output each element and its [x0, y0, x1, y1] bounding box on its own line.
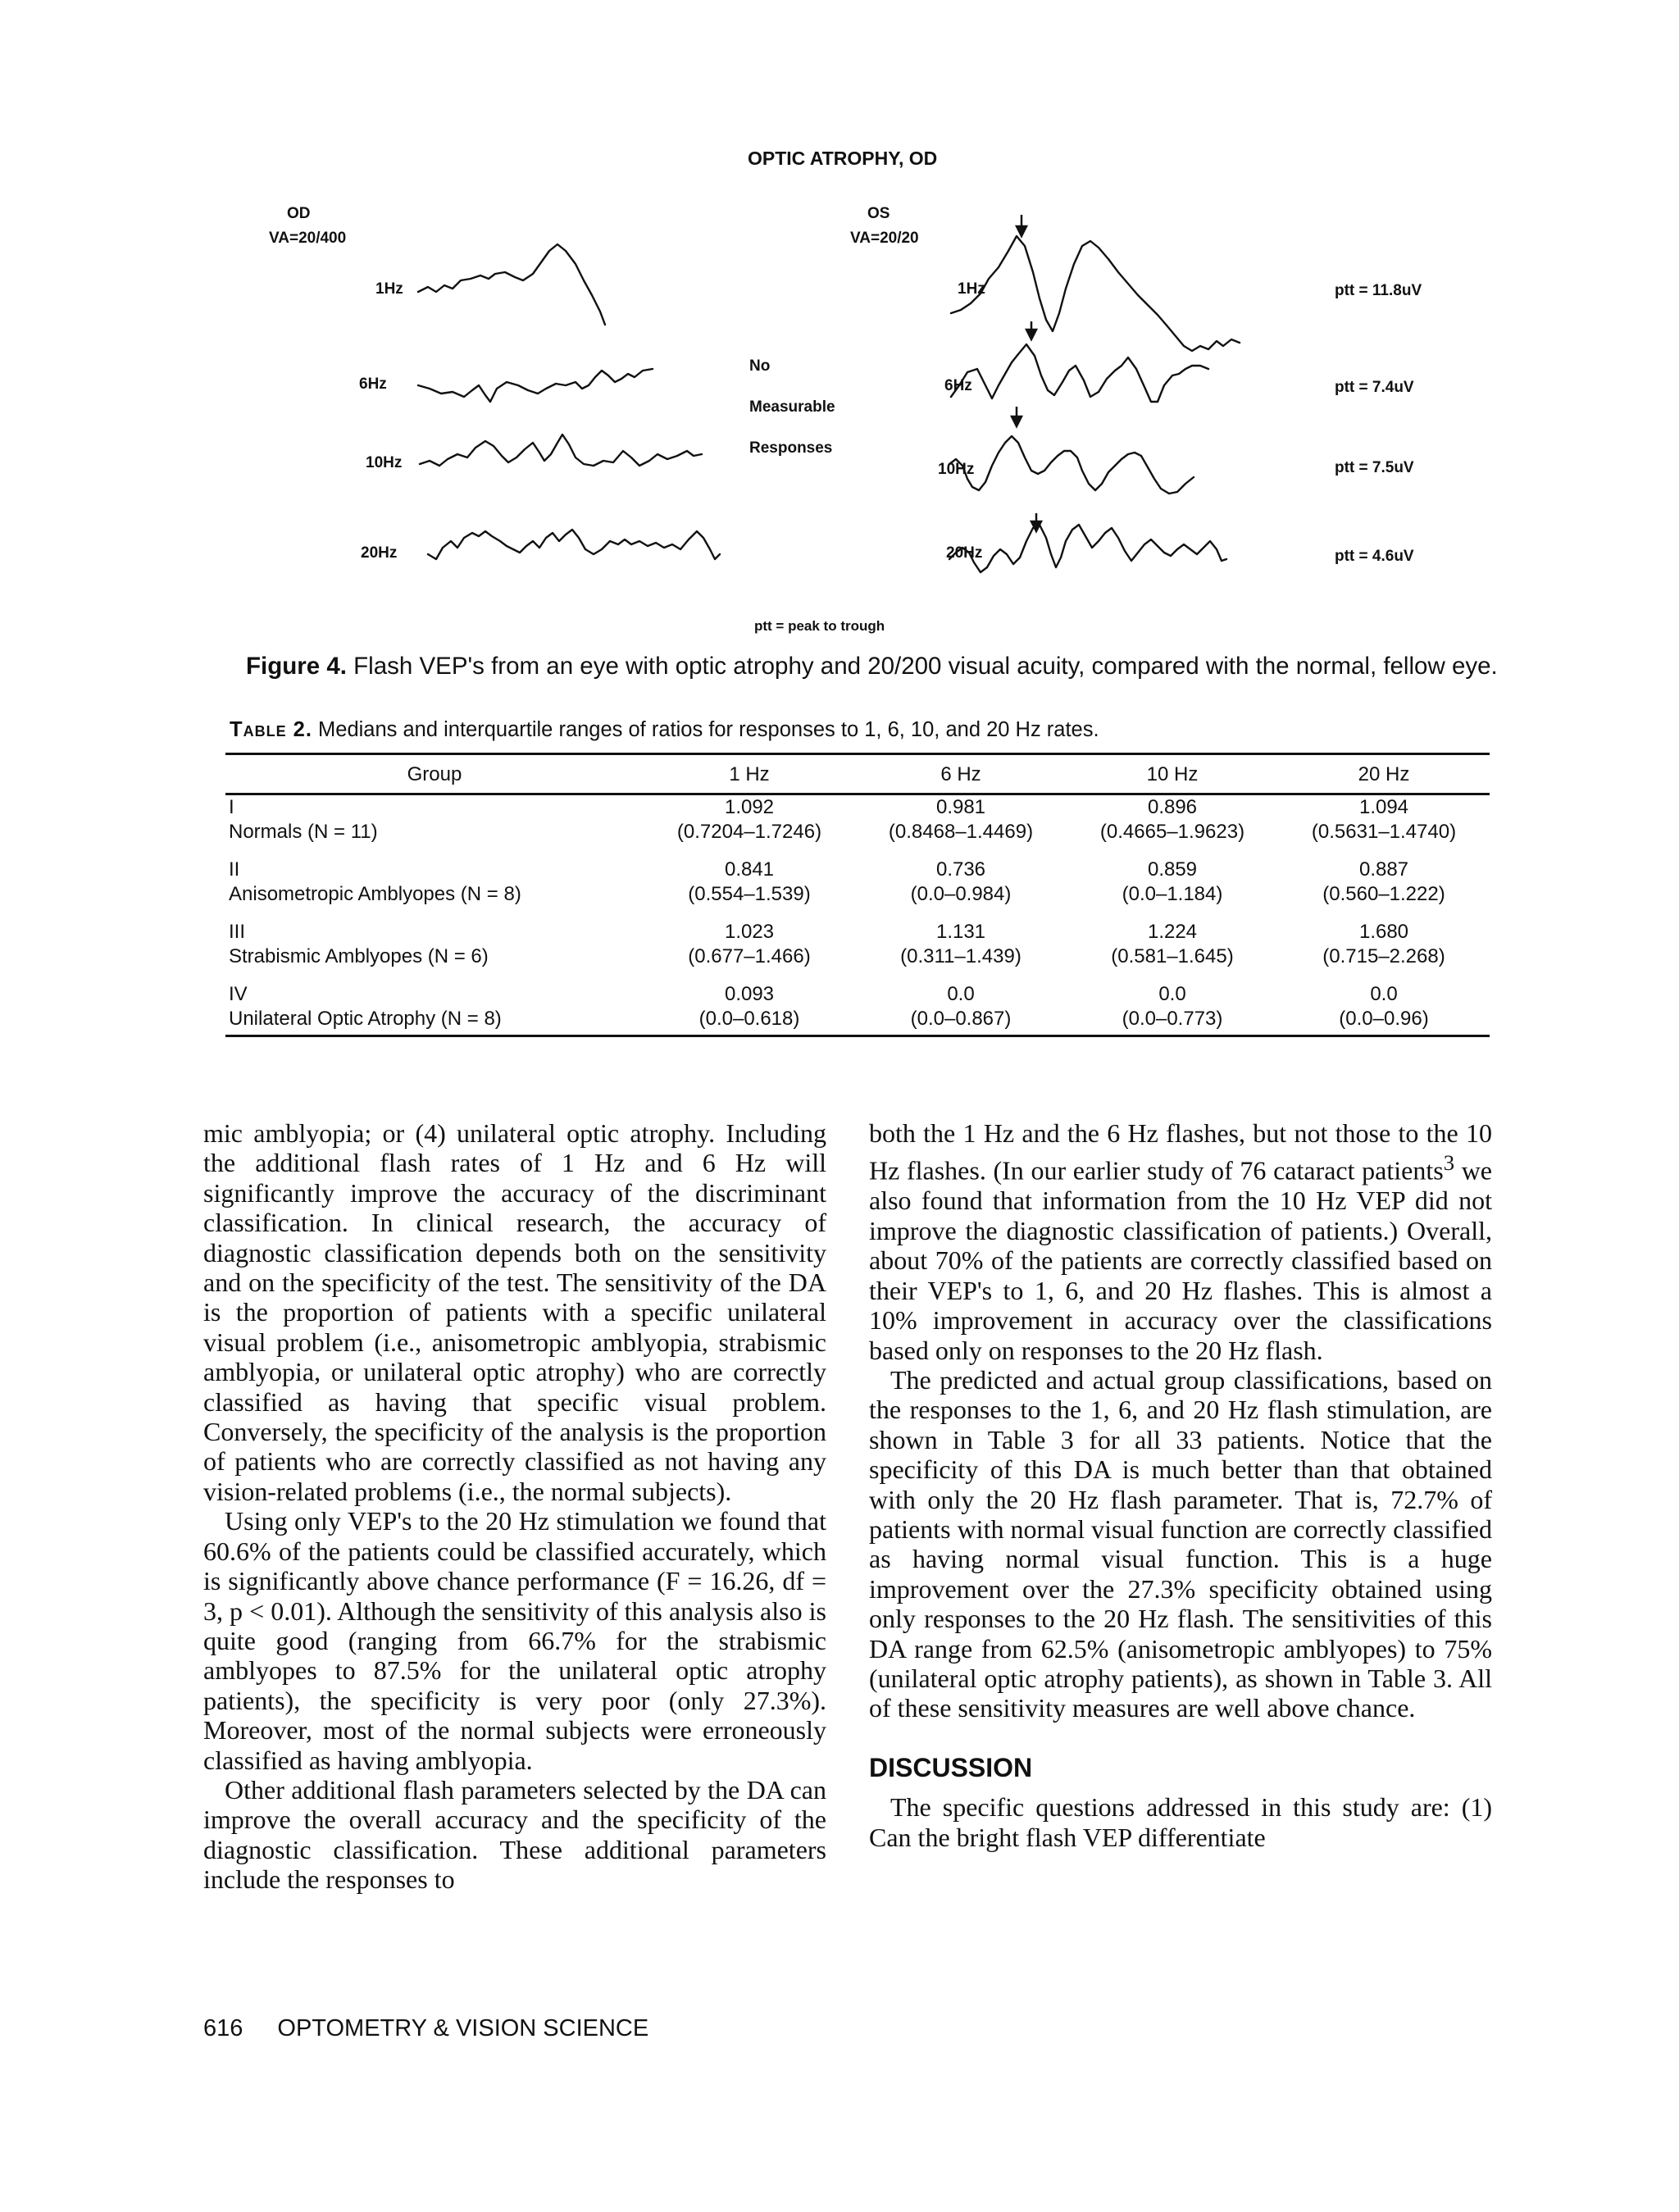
header-group: Group	[225, 754, 644, 794]
iqr-cell: (0.0–1.184)	[1122, 883, 1223, 905]
od-rate-10: 10Hz	[366, 454, 403, 471]
citation-superscript: 3	[1443, 1150, 1455, 1176]
ptt-1hz: ptt = 11.8uV	[1335, 282, 1422, 299]
iqr-cell: (0.8468–1.4469)	[888, 821, 1034, 843]
ptt-note: ptt = peak to trough	[754, 618, 885, 634]
iqr-cell: (0.7204–1.7246)	[676, 821, 822, 843]
table-caption-text: Medians and interquartile ranges of ratios for responses to 1, 6, 10, and 20 Hz rates.	[312, 718, 1099, 741]
page-number: 616	[203, 2015, 243, 2041]
table-row	[225, 1007, 1490, 1036]
figure-4	[197, 139, 1476, 648]
table-label: Table 2.	[230, 718, 312, 741]
header-6hz: 6 Hz	[855, 754, 1067, 794]
paragraph: mic amblyopia; or (4) unilateral optic atrophy. Including the additional flash rates of 1 Hz and 6 Hz will significantly improve the accuracy of the discriminant classification. In clinical research, the accuracy of diagnostic classification depends both on the sensitivity and on the specificity of the test. The sensitivity of the DA is the proportion of patients with a specific unilateral visual problem (i.e., anisometropic amblyopia, strabismic amblyopia, or unilateral optic atrophy) who are correctly classified as having that specific visual problem. Conversely, the specificity of the analysis is the proportion of patients who are correctly classified as not having any vision-related problems (i.e., the normal subjects).	[203, 1118, 826, 1506]
table-row	[225, 844, 1490, 882]
os-va: VA=20/20	[850, 230, 919, 247]
group-name: Normals (N = 11)	[229, 821, 378, 843]
os-rate-20: 20Hz	[946, 544, 983, 562]
group-name: Strabismic Amblyopes (N = 6)	[229, 945, 489, 967]
arrow-1hz-head	[1017, 226, 1026, 236]
iqr-cell: (0.4665–1.9623)	[1099, 821, 1245, 843]
paragraph-text: we also found that information from the 10 Hz VEP did not improve the diagnostic classification of patients.) Overall, about 70% of the patients are correctly classified based on their VEP's to 1, 6, and 20 Hz flashes. This is almost a 10% improvement in accuracy over the classifications based only on responses to the 20 Hz flash.	[869, 1156, 1493, 1365]
body-column-right	[869, 1118, 1492, 1852]
od-rate-20: 20Hz	[361, 544, 398, 562]
table-row	[225, 969, 1490, 1007]
table-row	[225, 907, 1490, 944]
table-row	[225, 820, 1490, 844]
figure-caption-text: Flash VEP's from an eye with optic atrophy and 20/200 visual acuity, compared with the normal, fellow eye.	[346, 653, 1498, 680]
median-cell: 0.859	[1147, 858, 1198, 881]
os-rate-1: 1Hz	[958, 280, 985, 298]
table-header-row	[225, 754, 1490, 794]
paragraph: The specific questions addressed in this study are: (1) Can the bright flash VEP differentiate	[869, 1792, 1492, 1852]
iqr-cell: (0.581–1.645)	[1111, 945, 1234, 967]
median-cell: 1.131	[935, 921, 986, 943]
os-label: OS	[867, 205, 890, 222]
median-cell: 0.981	[935, 796, 986, 818]
vep-waveforms	[197, 139, 1476, 648]
od-rate-6: 6Hz	[359, 375, 387, 393]
group-number: II	[229, 858, 240, 881]
group-name: Anisometropic Amblyopes (N = 8)	[229, 883, 521, 905]
median-cell: 0.896	[1147, 796, 1198, 818]
group-number: I	[229, 796, 234, 818]
table-2	[225, 753, 1490, 1037]
median-cell: 1.023	[724, 921, 775, 943]
iqr-cell: (0.0–0.96)	[1278, 1007, 1490, 1036]
iqr-cell: (0.0–0.867)	[855, 1007, 1067, 1036]
paragraph-text: both the 1 Hz and the 6 Hz flashes, but not those to the 10 Hz flashes. (In our earlier study of 76 cataract patients	[869, 1118, 1492, 1186]
median-cell: 0.841	[724, 858, 775, 881]
iqr-cell: (0.0–0.618)	[644, 1007, 855, 1036]
body-column-left	[203, 1118, 826, 1895]
header-1hz: 1 Hz	[644, 754, 855, 794]
ptt-6hz: ptt = 7.4uV	[1335, 379, 1414, 396]
group-number: IV	[229, 983, 248, 1005]
iqr-cell: (0.715–2.268)	[1322, 945, 1445, 967]
arrow-10hz-head	[1012, 416, 1022, 426]
iqr-cell: (0.0–0.984)	[910, 883, 1012, 905]
median-cell: 1.094	[1358, 796, 1409, 818]
no-response-line-3: Responses	[749, 439, 833, 457]
header-10hz: 10 Hz	[1067, 754, 1278, 794]
os-20hz-trace	[949, 525, 1226, 572]
paragraph: The predicted and actual group classifications, based on the responses to the 1, 6, and 20 Hz flash stimulation, are shown in Table 3 for all 33 patients. Notice that the specificity of this DA is much better than that obtained with only the 20 Hz flash parameter. That is, 72.7% of patients with normal visual function are correctly classified as having normal visual function. This is a huge improvement over the 27.3% specificity obtained using only responses to the 20 Hz flash. The sensitivities of this DA range from 62.5% (anisometropic amblyopes) to 75% (unilateral optic atrophy patients), as shown in Table 3. All of these sensitivity measures are well above chance.	[869, 1364, 1492, 1723]
figure-title: OPTIC ATROPHY, OD	[748, 148, 938, 169]
no-response-line-1: No	[749, 357, 771, 375]
os-rate-10: 10Hz	[938, 461, 975, 478]
od-20hz-trace	[428, 530, 720, 559]
od-rate-1: 1Hz	[375, 280, 403, 298]
od-6hz-trace	[418, 369, 653, 402]
median-cell: 1.092	[724, 796, 775, 818]
journal-name: OPTOMETRY & VISION SCIENCE	[277, 2015, 649, 2041]
median-cell: 0.736	[935, 858, 986, 881]
iqr-cell: (0.677–1.466)	[688, 945, 811, 967]
median-cell: 0.0	[1370, 983, 1398, 1005]
figure-caption	[246, 653, 1525, 680]
iqr-cell: (0.554–1.539)	[688, 883, 811, 905]
median-cell: 1.680	[1358, 921, 1409, 943]
median-cell: 0.0	[947, 983, 975, 1005]
header-20hz: 20 Hz	[1278, 754, 1490, 794]
od-10hz-trace	[420, 435, 702, 466]
section-heading-discussion: DISCUSSION	[869, 1752, 1033, 1782]
iqr-cell: (0.0–0.773)	[1067, 1007, 1278, 1036]
table-caption	[230, 718, 1099, 742]
od-label: OD	[287, 205, 311, 222]
median-cell: 1.224	[1147, 921, 1198, 943]
os-1hz-trace	[951, 236, 1240, 351]
iqr-cell: (0.560–1.222)	[1322, 883, 1445, 905]
table-row	[225, 944, 1490, 969]
od-va: VA=20/400	[269, 230, 347, 247]
ptt-10hz: ptt = 7.5uV	[1335, 459, 1414, 476]
od-1hz-trace	[418, 244, 605, 325]
page-footer	[203, 2015, 648, 2042]
table-row	[225, 794, 1490, 821]
paragraph: Using only VEP's to the 20 Hz stimulation we found that 60.6% of the patients could be classified accurately, which is significantly above chance performance (F = 16.26, df = 3, p < 0.01). Although the sensitivity of this analysis also is quite good (ranging from 66.7% for the strabismic amblyopes to 87.5% for the unilateral optic atrophy patients), the specificity is very poor (only 27.3%). Moreover, most of the normal subjects were erroneously classified as having amblyopia.	[203, 1506, 826, 1775]
paragraph	[869, 1118, 1492, 1365]
arrow-6hz-head	[1026, 330, 1036, 339]
os-10hz-trace	[949, 436, 1194, 494]
median-cell: 0.0	[1158, 983, 1186, 1005]
group-number: III	[229, 921, 246, 943]
ptt-20hz: ptt = 4.6uV	[1335, 548, 1414, 565]
group-name: Unilateral Optic Atrophy (N = 8)	[225, 1007, 644, 1036]
paragraph: Other additional flash parameters selected by the DA can improve the overall accuracy and the specificity of the diagnostic classification. These additional parameters include the responses to	[203, 1774, 826, 1895]
os-rate-6: 6Hz	[944, 377, 972, 394]
iqr-cell: (0.5631–1.4740)	[1311, 821, 1457, 843]
os-6hz-trace	[951, 344, 1208, 402]
median-cell: 0.887	[1358, 858, 1409, 881]
no-response-line-2: Measurable	[749, 398, 835, 416]
table-row	[225, 882, 1490, 907]
iqr-cell: (0.311–1.439)	[900, 945, 1022, 967]
median-cell: 0.093	[724, 983, 775, 1005]
figure-label: Figure 4.	[246, 653, 347, 680]
